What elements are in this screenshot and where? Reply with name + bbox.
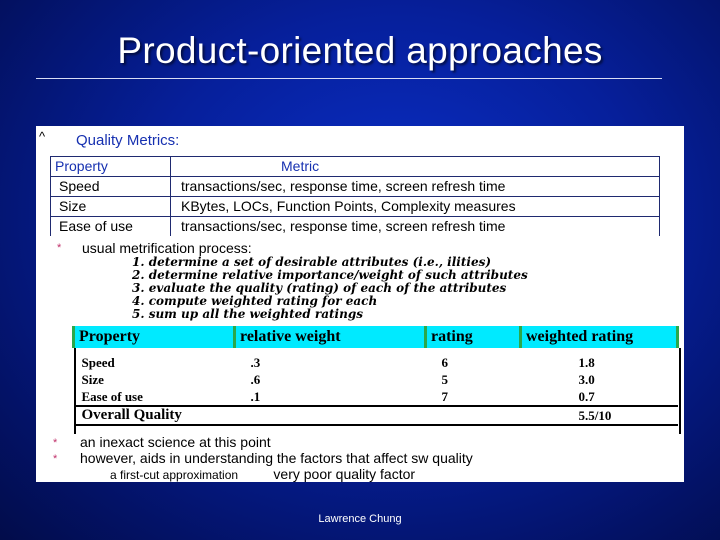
list-item (53, 450, 473, 466)
metrics-metric: KBytes, LOCs, Function Points, Complexity measures (171, 197, 660, 217)
rating-header-weighted: weighted rating (521, 326, 678, 348)
table-border-right (679, 348, 681, 434)
rating-value: 6 (441, 355, 448, 370)
rating-property: Size (81, 372, 104, 387)
metrics-metric: transactions/sec, response time, screen refresh time (171, 217, 660, 237)
overall-quality-value: 5.5/10 (521, 406, 678, 425)
rating-property: Speed (81, 355, 115, 370)
table-row (51, 177, 660, 197)
bullet-star: * (53, 437, 58, 449)
process-step: 2. determine relative importance/weight of such attributes (132, 268, 528, 282)
process-step: 4. compute weighted rating for each (132, 294, 378, 308)
metrics-metric: transactions/sec, response time, screen refresh time (171, 177, 660, 197)
overall-quality-row (74, 406, 678, 425)
rating-property: Ease of use (81, 389, 143, 404)
title-divider (36, 78, 662, 79)
process-step: 1. determine a set of desirable attributes (i.e., ilities) (132, 255, 492, 269)
content-panel (36, 126, 684, 482)
rating-header-rating: rating (426, 326, 521, 348)
notes-list (53, 434, 473, 466)
bullet-star: * (53, 453, 58, 465)
rating-weighted: 1.8 (578, 355, 595, 370)
metrics-header-row (51, 157, 660, 177)
table-row (51, 197, 660, 217)
process-intro-text: usual metrification process: (82, 240, 252, 256)
quality-metrics-heading: Quality Metrics: (76, 132, 180, 149)
rating-header-property: Property (74, 326, 235, 348)
rating-weighted: 0.7 (578, 389, 595, 404)
metrics-property: Size (51, 197, 171, 217)
table-row (74, 371, 678, 388)
metrics-header-metric: Metric (171, 157, 660, 177)
note-sub-a: a first-cut approximation (110, 468, 239, 482)
rating-weight: .6 (250, 372, 261, 387)
process-intro (57, 240, 252, 256)
bullet-star: * (57, 242, 62, 254)
process-step: 5. sum up all the weighted ratings (132, 307, 363, 321)
weighted-rating-table (72, 326, 679, 426)
rating-weight: .1 (250, 389, 261, 404)
note-text: an inexact science at this point (80, 434, 271, 450)
metrics-property: Ease of use (51, 217, 171, 237)
table-row (74, 388, 678, 406)
quality-metrics-table (50, 156, 660, 236)
caret-mark: ^ (39, 129, 46, 144)
rating-value: 5 (441, 372, 448, 387)
process-steps (132, 256, 528, 321)
rating-header-row (74, 326, 678, 348)
metrics-property: Speed (51, 177, 171, 197)
metrics-header-property: Property (51, 157, 171, 177)
rating-weighted: 3.0 (578, 372, 595, 387)
rating-header-weight: relative weight (235, 326, 426, 348)
notes-subline (110, 466, 415, 482)
note-sub-b: very poor quality factor (273, 466, 416, 482)
process-step: 3. evaluate the quality (rating) of each of the attributes (132, 281, 507, 295)
list-item (53, 434, 473, 450)
rating-weight: .3 (250, 355, 261, 370)
table-row (51, 217, 660, 237)
note-text: however, aids in understanding the factors that affect sw quality (80, 450, 473, 466)
slide-title: Product-oriented approaches (117, 30, 603, 71)
slide-footer: Lawrence Chung (318, 513, 402, 525)
rating-value: 7 (441, 389, 448, 404)
overall-quality-label: Overall Quality (74, 406, 521, 425)
table-row (74, 348, 678, 371)
